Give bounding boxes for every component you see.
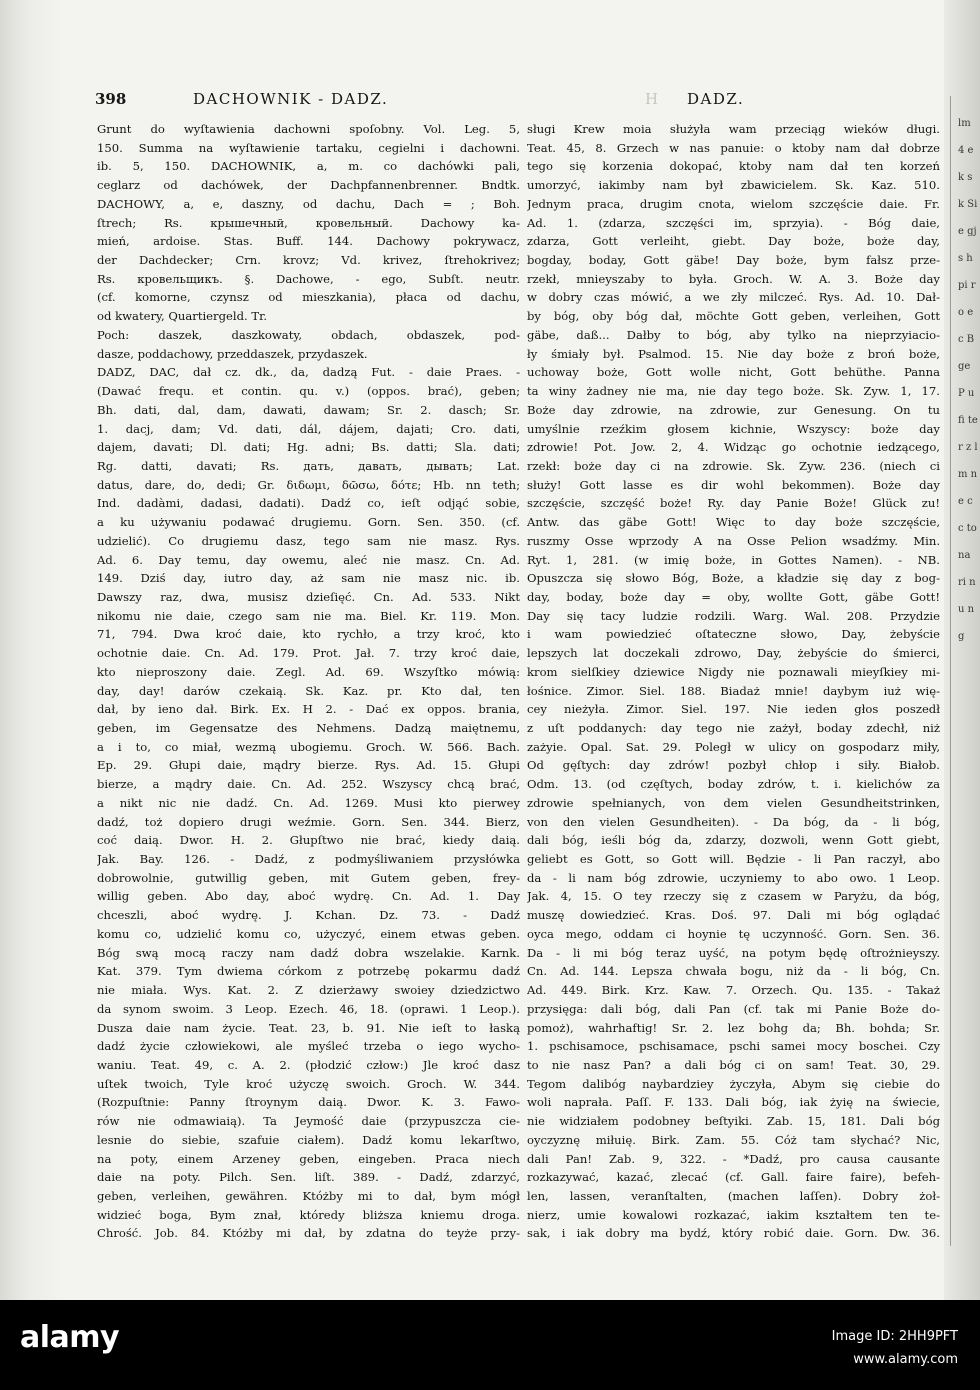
text-line: (cf. komorne, czynsz od mieszkania), płaca od dachu, [97,290,520,305]
text-line: komu co, udzielić komu co, użyczyć, einem etwas geben. [97,926,520,941]
text-line: krom sielſkiey dziewice Nigdy nie poznawali mieyſkiey mi- [527,664,940,679]
text-line: nikomu nie daie, czego sam nie ma. Biel. Kr. 119. Mon. [97,608,520,623]
text-line: Bóg swą mocą raczy nam dadź dobra wszelakie. Karnk. [97,945,520,960]
text-line: uchoway boże, Gott wolle nicht, Gott behüthe. Panna [527,365,940,380]
text-line: widzieć boga, Bym znał, któredy bliższa kniemu droga. [97,1207,520,1222]
text-line: daie na poty. Pilch. Sen. liſt. 389. - Dadź, zdarzyć, [97,1170,520,1185]
running-head-right: DADZ. [687,90,745,108]
text-line: udzielić). Co drugiemu dasz, tego sam nie masz. Rys. [97,533,520,548]
text-line: datus, dare, do, dedi; Gr. διδωμι, δῶσω, δότε; Hb. nn teth; [97,477,520,492]
text-line: i wam powiedzieć oſtateczne słowo, Day, żebyście [527,627,940,642]
text-line: dali bóg, ieśli bóg da, zdarzy, dozwoli, wenn Gott giebt, [527,833,940,848]
text-line: day, day! darów czekaią. Sk. Kaz. pr. Kto dał, ten [97,683,520,698]
text-line: 149. Dziś day, iutro day, aż sam nie masz nic. ib. [97,571,520,586]
text-line: lepszych lat doczekali zdrowo, Day, żebyście do śmierci, [527,646,940,661]
site-url: www.alamy.com [853,1352,958,1367]
text-line: geben, verleihen, gewähren. Któżby mi to dał, bym mógł [97,1188,520,1203]
text-line: zdarza, Gott verleiht, giebt. Day boże, boże day, [527,234,940,249]
page-number: 398 [95,90,127,108]
text-line: Od gęſtych: day zdrów! pozbył chłop i siły. Białob. [527,758,940,773]
text-line: von den vielen Gesundheiten). - Da bóg, da - li bóg, [527,814,940,829]
text-line: dał, by ieno dał. Birk. Ex. H 2. - Dać ex oppos. brania, [97,702,520,717]
text-line: woli naprała. Paſſ. F. 133. Dali bóg, iak żyię na świecie, [527,1095,940,1110]
text-line: Dawszy raz, dwa, musisz dzieſięć. Cn. Ad. 533. Nikt [97,589,520,604]
text-line: Antw. das gäbe Gott! Więc to day boże szczęście, [527,515,940,530]
text-line: umyślnie rzeźkim głosem kichnie, Wszyscy: boże day [527,421,940,436]
text-line: z uſt poddanych: day tego nie zażył, boday zdechł, niż [527,721,940,735]
text-line: Ad. 449. Birk. Krz. Kaw. 7. Orzech. Qu. 135. - Takaż [527,983,940,998]
text-line: mień, ardoise. Stas. Buff. 144. Dachowy pokrywacz, [97,234,520,249]
text-line: 1. dacj, dam; Vd. dati, dál, dájem, dajati; Cro. dati, [97,421,520,436]
text-line: łośnice. Zimor. Siel. 188. Biadaż mnie! daybym iuż wię- [527,683,940,698]
text-line: 71, 794. Dwa kroć daie, kto rychło, a trzy kroć, kto [97,627,520,642]
text-line: waniu. Teat. 49, c. A. 2. (płodzić człow:) Jle kroć dasz [97,1057,520,1072]
text-line: przysięga: dali bóg, dali Pan (cf. tak mi Panie Boże do- [527,1001,940,1016]
text-line: ochotnie daie. Cn. Ad. 179. Prot. Jał. 7. trzy kroć daie, [97,646,520,661]
text-line: Dusza daie nam życie. Teat. 23, b. 91. Nie ieſt to łaską [97,1020,520,1035]
text-line: cey nieżyła. Zimor. Siel. 197. Nie ieden głos poszedł [527,702,940,717]
text-line: bierze, a mądry daie. Cn. Ad. 252. Wszyscy chcą brać, [97,777,520,792]
text-line: lesnie do siebie, szafuie ciałem). Dadź komu lekarſtwo, [97,1132,520,1147]
text-line: dadź, toż dopiero drugi weźmie. Gorn. Sen. 344. Bierz, [97,814,520,829]
text-line: dajem, davati; Dl. dati; Hg. adni; Bs. datti; Sla. dati; [97,440,520,455]
text-line: geben, im Gegensatze des Nehmens. Dadzą maiętnemu, [97,721,520,735]
text-line: a i to, co miał, wezmą ubogiemu. Groch. W. 566. Bach. [97,739,520,754]
text-line: geliebt es Gott, so Gott will. Będzie - li Pan raczył, abo [527,852,940,867]
text-line: Ad. 6. Day temu, day owemu, aleć nie masz. Cn. Ad. [97,552,520,567]
text-line: 150. Summa na wyſtawienie tartaku, cegielni i dachowni. [97,140,520,155]
text-line: ceglarz od dachówek, der Dachpfannenbrenner. Bndtk. [97,178,520,193]
text-line: muszę dowiedzieć. Kras. Doś. 97. Dali mi bóg oglądać [527,908,940,923]
text-line: Boże day zdrowie, na zdrowie, zur Genesung. On tu [527,402,940,417]
text-line: Ad. 1. (zdarza, szczęści im, sprzyia). - Bóg daie, [527,215,940,230]
text-line: służy! Gott lasse es dir wohl bekommen). Boże day [527,477,940,492]
text-line: willig geben. Abo day, aboć wydrę. Cn. Ad. 1. Day [97,889,520,904]
text-line: dobrowolnie, gutwillig geben, mit Gutem geben, frey- [97,870,520,885]
text-line: zażyie. Opal. Sat. 29. Poległ w ulicy on gospodarz miły, [527,739,940,754]
text-line: Ryt. 1, 281. (w imię boże, in Gottes Namen). - NB. [527,552,940,567]
faint-catchword: H [645,90,660,108]
text-line: umorzyć, iakimby nam był zbawicielem. Sk. Kaz. 510. [527,178,940,193]
left-text-column [97,120,520,1243]
text-line: len, lassen, veranſtalten, (machen laſſen). Dobry żoł- [527,1188,940,1203]
text-line: sak, i iak dobry ma bydź, który robić daie. Gorn. Dw. 36. [527,1226,940,1241]
alamy-logo: alamy [20,1320,120,1355]
text-line: rozkazywać, kazać, zlecać (cf. Gall. faire faire), befeh- [527,1170,940,1185]
text-line: dasze, poddachowy, przeddaszek, przydaszek. [97,346,368,361]
text-line: da synom swoim. 3 Leop. Ezech. 46, 18. (oprawi. 1 Leop.). [97,1001,520,1016]
text-line: Jak. Bay. 126. - Dadź, z podmyśliwaniem przysłówka [97,852,520,867]
text-line: ta winy żadney nie ma, nie day tego boże. Sk. Zyw. 1, 17. [527,384,940,399]
text-line: 1. pschisamoce, pschisamace, pschi samei mocy boschei. Czy [527,1039,940,1054]
text-line: oyca mego, oddam ci hoynie tę uczynność. Gorn. Sen. 36. [527,926,940,941]
text-line: dali Pan! Zab. 9, 322. - *Dadź, pro causa causante [527,1151,940,1166]
text-line: der Dachdecker; Crn. krovz; Vd. krivez, ſtrehokrivez; [97,253,520,268]
text-line: zdrowie! Pot. Jow. 2, 4. Widząc go ochotnie iedzącego, [527,440,940,455]
next-page-edge-text: lm 4 ek sk Sie gj s h pi ro ec B ge P u fi ter z l m ne cc to na ri nu ng [958,118,978,642]
text-line: Bh. dati, dal, dam, dawati, dawam; Sr. 2. dasch; Sr. [97,402,520,417]
text-line: gäbe, daß... Dałby to bóg, aby tylko na nieprzyiacio- [527,327,940,342]
text-line: pomoż), wahrhaftig! Sr. 2. lez bohg da; Bh. bohda; Sr. [527,1020,940,1035]
text-line: Kat. 379. Tym dwiema córkom z potrzebę pokarmu dadź [97,964,520,979]
text-line: Da - li mi bóg teraz uyść, na potym będę oſtrożnieyszy. [527,945,940,960]
text-line: (Dawać frequ. et contin. qu. v.) (oppos. brać), geben; [97,384,520,399]
text-line: to nie nasz Pan? a dali bóg ci on sam! Teat. 30, 29. [527,1057,940,1072]
text-line: w dobry czas mówić, a we zły milczeć. Rys. Ad. 10. Dał- [527,290,940,305]
text-line: rzekł, mnieyszaby to była. Groch. W. A. 3. Boże day [527,271,940,286]
text-line: ſtrech; Rs. крышечный, кровельный. Dachowy ka- [97,215,520,230]
text-line: dadź życie człowiekowi, ale myśleć trzeba o iego wycho- [97,1039,520,1054]
text-line: Opuszcza się słowo Bóg, Boże, a kładzie się day z bog- [527,571,940,586]
text-line: coć daią. Dwor. H. 2. Głupſtwo nie brać, kiedy daią. [97,833,520,848]
text-line: nie widziałem podobney beſtyiki. Zab. 15, 181. Dali bóg [527,1114,940,1129]
text-line: oyczyznę miłuię. Birk. Zam. 55. Cóż tam słychać? Nic, [527,1132,940,1147]
text-line: Rg. datti, davati; Rs. дать, давать, дывать; Lat. [97,458,520,473]
text-line: Cn. Ad. 144. Lepsza chwała bogu, niż da - li bóg, Cn. [527,964,940,979]
text-line: Grunt do wyſtawienia dachowni spoſobny. Vol. Leg. 5, [97,122,520,136]
text-line: a nikt nic nie dadź. Cn. Ad. 1269. Musi kto pierwey [97,795,520,810]
text-line: uſtek twoich, Tyle kroć użyczę swoich. Groch. W. 344. [97,1076,520,1091]
text-line: Chrość. Job. 84. Któżby mi dał, by zdatna do teyże przy- [97,1226,520,1241]
page-binding-shadow [0,0,64,1300]
page-header [95,90,935,112]
text-line: Day się tacy ludzie rodzili. Warg. Wal. 208. Przydzie [527,608,940,623]
text-line: na poty, einem Arzeney geben, eingeben. Praca niech [97,1151,520,1166]
text-line: Teat. 45, 8. Grzech w nas panuie: o ktoby nam dał dobrze [527,140,940,155]
text-line: ły śmiały był. Psalmod. 15. Nie day boże z broń boże, [527,346,940,361]
right-text-column [527,120,940,1243]
text-line: rów nie odmawiaią). Ta Jeymość daie (przypuszcza cie- [97,1114,520,1129]
text-line: Odm. 13. (od częſtych, boday zdrów, t. i. kielichów za [527,777,940,792]
text-line: a ku używaniu podawać drugiemu. Gorn. Sen. 350. (cf. [97,515,520,530]
text-line: nie miała. Wys. Kat. 2. Z dzierżawy swoiey dziedzictwo [97,983,520,998]
footer-meta [628,1325,958,1371]
page-gutter-line [950,96,951,1246]
text-line: nierz, umie kowalowi rozkazać, iakim kształtem ten te- [527,1207,940,1222]
text-line: ruszmy Osse wprzody A na Osse Pelion wsadźmy. Min. [527,533,940,548]
text-line: zdrowie spełnianych, von dem vielen Gesundheitstrinken, [527,795,940,810]
text-line: DADZ, DAC, dał cz. dk., da, dadzą Fut. - daie Praes. - [97,365,520,380]
text-line: (Rozpuſtnie: Panny ſtroynym daią. Dwor. K. 3. Fawo- [97,1095,520,1110]
text-line: Ind. dadàmi, dadasi, dadati). Dadź co, ieſt odjąć sobie, [97,496,520,511]
text-line: sługi Krew moia służyła wam przeciąg wieków długi. [527,122,940,136]
text-line: Jednym praca, drugim cnota, wielom szczęście daie. Fr. [527,196,940,211]
text-line: kto nieproszony daie. Zegl. Ad. 69. Wszyſtko mówią: [97,664,520,679]
text-line: Poch: daszek, daszkowaty, obdach, obdaszek, pod- [97,327,520,342]
text-line: Ep. 29. Głupi daie, mądry bierze. Rys. Ad. 15. Głupi [97,758,520,773]
text-line: by bóg, oby bóg dał, möchte Gott geben, verleihen, Gott [527,309,940,324]
text-line: tego się korzenia dokopać, ktoby nam dał ten korzeń [527,159,940,174]
text-line: bogday, boday, Gott gäbe! Day boże, bym fałsz prze- [527,253,940,268]
text-line: da - li nam bóg zdrowie, uczyniemy to abo owo. 1 Leop. [527,870,940,885]
text-line: Jak. 4, 15. O tey rzeczy się z czasem w Paryżu, da bóg, [527,889,940,904]
text-line: day, boday, boże day = oby, wollte Gott, gäbe Gott! [527,589,940,604]
text-line: ib. 5, 150. DACHOWNIK, a, m. co dachówki pali, [97,159,520,174]
text-line: chceszli, aboć wydrę. J. Kchan. Dz. 73. - Dadź [97,908,520,923]
text-line: Rs. кровельщикъ. §. Dachowe, - ego, Subſt. neutr. [97,271,520,286]
text-line: szczęście, szczęść boże! Ry. day Panie Boże! Glück zu! [527,496,940,511]
text-line: Tegom dalibóg naybardziey życzyła, Abym się ciebie do [527,1076,940,1091]
text-line: DACHOWY, a, e, daszny, od dachu, Dach = ; Boh. [97,196,520,211]
running-head-left: DACHOWNIK - DADZ. [193,90,389,108]
image-id-label: Image ID: 2HH9PFT [831,1329,958,1344]
text-line: od kwatery, Quartiergeld. Tr. [97,309,268,324]
text-line: rzekł: boże day ci na zdrowie. Sk. Zyw. 236. (niech ci [527,458,940,473]
